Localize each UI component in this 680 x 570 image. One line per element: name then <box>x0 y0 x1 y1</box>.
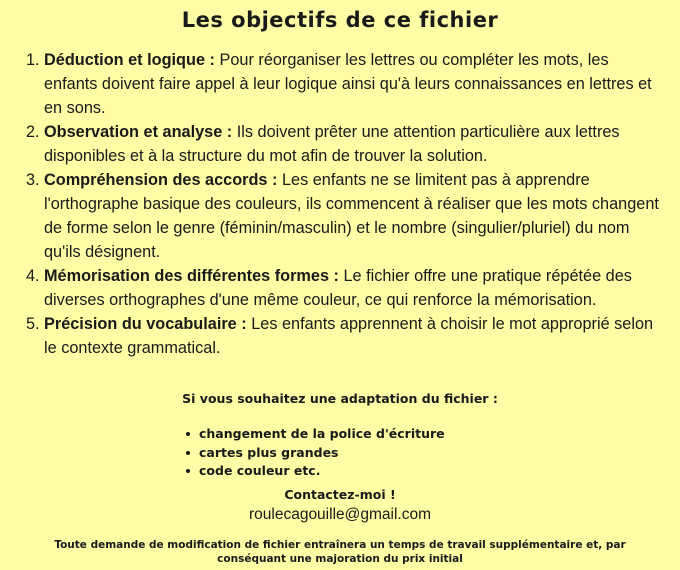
objective-item <box>26 48 666 120</box>
objective-heading: Déduction et logique : <box>44 51 215 69</box>
objective-text: Les enfants apprennent à choisir le mot approprié selon le contexte grammatical. <box>44 315 654 357</box>
objective-number: 1. <box>26 51 40 69</box>
objective-heading: Observation et analyse : <box>44 123 233 141</box>
objective-heading: Précision du vocabulaire : <box>44 315 247 333</box>
objective-item <box>26 120 666 168</box>
objective-text: Les enfants ne se limitent pas à apprendre l'orthographe basique des couleurs, ils commencent à réaliser que les mots changent de forme selon le genre (féminin/masculin) et le nombre (singulier/pluriel) du nom qu'ils désignent. <box>44 171 659 261</box>
objective-number: 3. <box>26 171 40 189</box>
objectives-list <box>26 48 666 360</box>
contact-label: Contactez-moi ! <box>284 487 396 502</box>
adaptation-item: cartes plus grandes <box>186 444 445 463</box>
objective-number: 5. <box>26 315 40 333</box>
objective-heading: Mémorisation des différentes formes : <box>44 267 339 285</box>
objective-item <box>26 168 666 264</box>
adaptation-item: code couleur etc. <box>186 462 445 481</box>
objective-heading: Compréhension des accords : <box>44 171 278 189</box>
objective-text: Le fichier offre une pratique répétée des diverses orthographes d'une même couleur, ce qui renforce la mémorisation. <box>44 267 632 309</box>
objective-text: Ils doivent prêter une attention particulière aux lettres disponibles et à la structure du mot afin de trouver la solution. <box>44 123 620 165</box>
adaptation-heading: Si vous souhaitez une adaptation du fichier : <box>182 391 498 406</box>
adaptation-item: changement de la police d'écriture <box>186 425 445 444</box>
page-title: Les objectifs de ce fichier <box>181 8 499 32</box>
objective-number: 2. <box>26 123 40 141</box>
contact-email[interactable]: roulecagouille@gmail.com <box>248 506 431 523</box>
adaptation-list <box>186 425 445 481</box>
objective-text: Pour réorganiser les lettres ou compléter les mots, les enfants doivent faire appel à leur logique ainsi qu'à leurs connaissances en lettres et en sons. <box>44 51 652 117</box>
modification-note: Toute demande de modification de fichier entraînera un temps de travail supplémentaire et, par conséquant une majoration du prix initial <box>54 539 626 565</box>
objective-number: 4. <box>26 267 40 285</box>
objective-item <box>26 264 666 312</box>
objective-item <box>26 312 666 360</box>
